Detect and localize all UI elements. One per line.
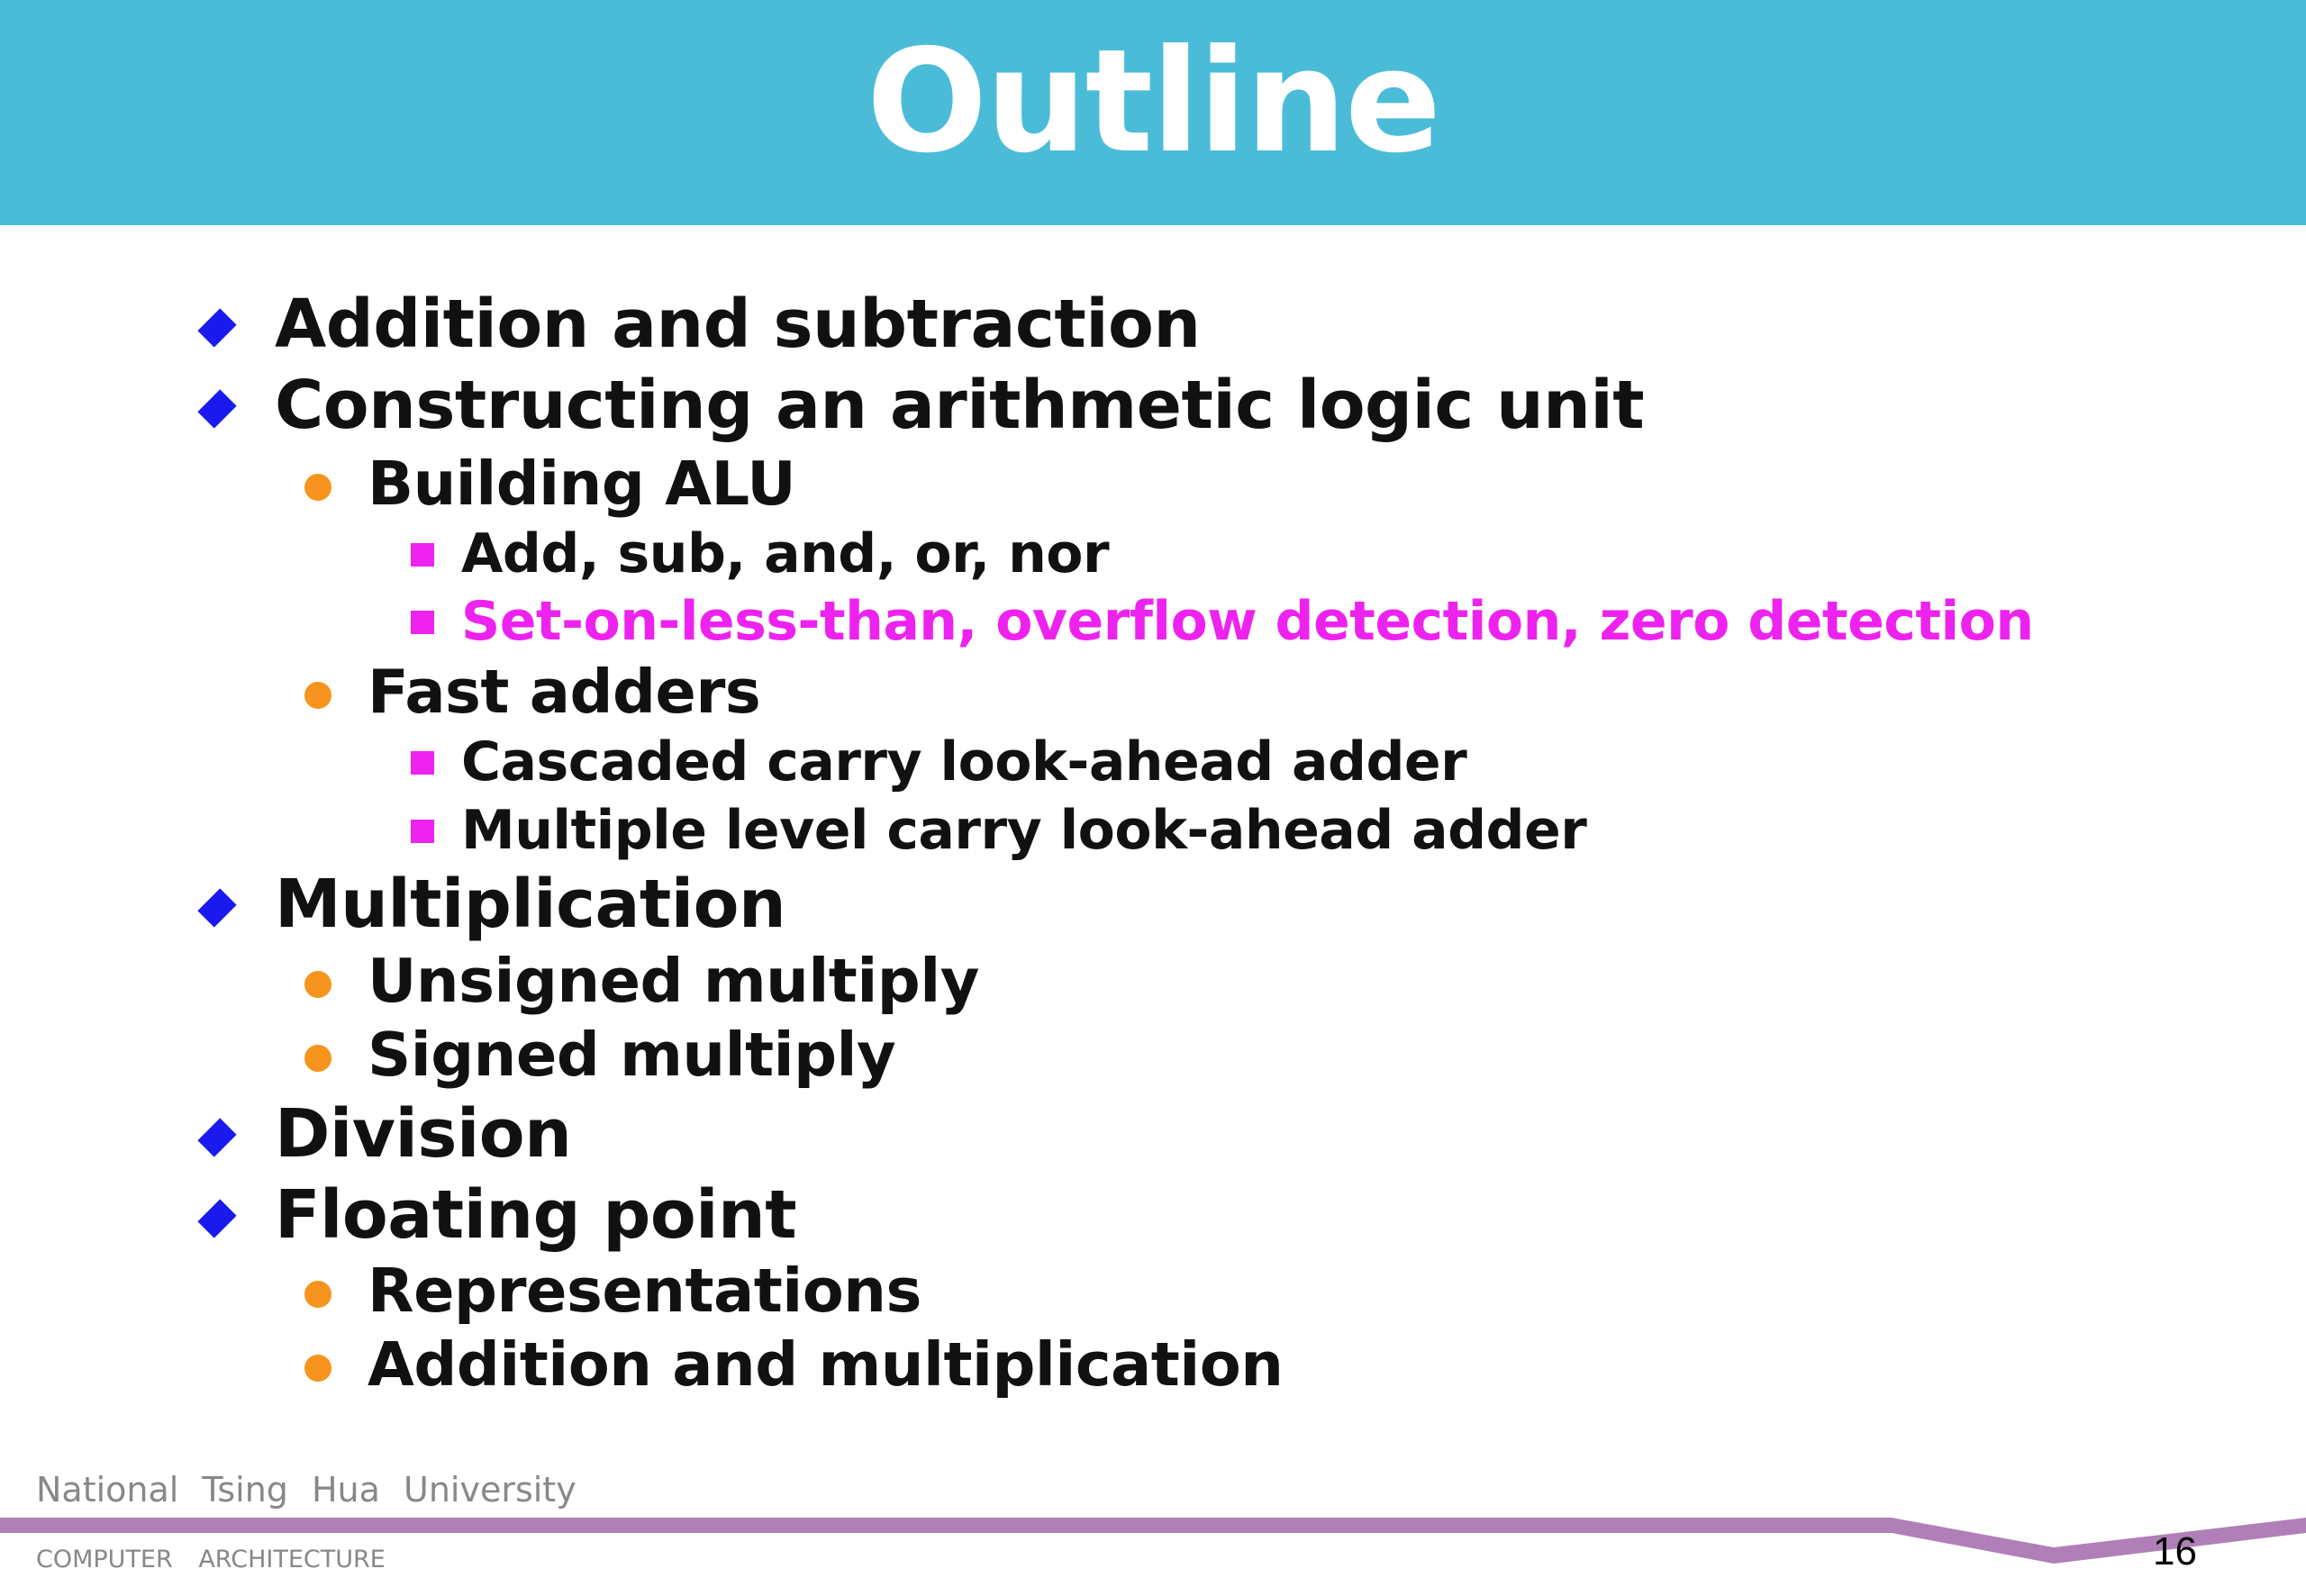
outline-item-set-on-less-than: Set-on-less-than, overflow detection, zero detection <box>461 590 2034 653</box>
outline-item-representations: Representations <box>368 1256 921 1326</box>
square-bullet-icon <box>411 543 434 567</box>
dot-bullet-icon <box>304 682 331 709</box>
outline-item-unsigned-multiply: Unsigned multiply <box>368 946 979 1016</box>
outline-item-signed-multiply: Signed multiply <box>368 1020 896 1090</box>
diamond-bullet-icon <box>197 308 236 347</box>
outline-item-floating-point: Floating point <box>275 1176 797 1254</box>
outline-item-multilevel-cla: Multiple level carry look-ahead adder <box>461 799 1587 862</box>
outline-item-cascaded-cla: Cascaded carry look-ahead adder <box>461 730 1467 793</box>
slide-title: Outline <box>866 19 1440 185</box>
diamond-bullet-icon <box>197 1118 236 1156</box>
outline-item-addition-subtraction: Addition and subtraction <box>275 286 1201 363</box>
outline-item-fp-addition-multiplication: Addition and multiplication <box>368 1329 1284 1400</box>
dot-bullet-icon <box>304 971 331 998</box>
diamond-bullet-icon <box>197 1199 236 1238</box>
outline-item-division: Division <box>275 1095 572 1173</box>
dot-bullet-icon <box>304 474 331 501</box>
square-bullet-icon <box>411 611 434 634</box>
outline-item-building-alu: Building ALU <box>368 449 796 519</box>
diamond-bullet-icon <box>197 389 236 428</box>
outline-item-add-sub-and-or-nor: Add, sub, and, or, nor <box>461 522 1110 585</box>
dot-bullet-icon <box>304 1281 331 1308</box>
footer-course: COMPUTER ARCHITECTURE <box>36 1546 386 1573</box>
outline-item-multiplication: Multiplication <box>275 866 786 943</box>
outline-item-constructing-alu: Constructing an arithmetic logic unit <box>275 367 1645 444</box>
footer-university: National Tsing Hua University <box>36 1470 576 1510</box>
outline-item-fast-adders: Fast adders <box>368 657 761 727</box>
dot-bullet-icon <box>304 1045 331 1072</box>
dot-bullet-icon <box>304 1355 331 1382</box>
page-number: 16 <box>2153 1529 2197 1573</box>
square-bullet-icon <box>411 820 434 843</box>
square-bullet-icon <box>411 751 434 775</box>
diamond-bullet-icon <box>197 888 236 927</box>
